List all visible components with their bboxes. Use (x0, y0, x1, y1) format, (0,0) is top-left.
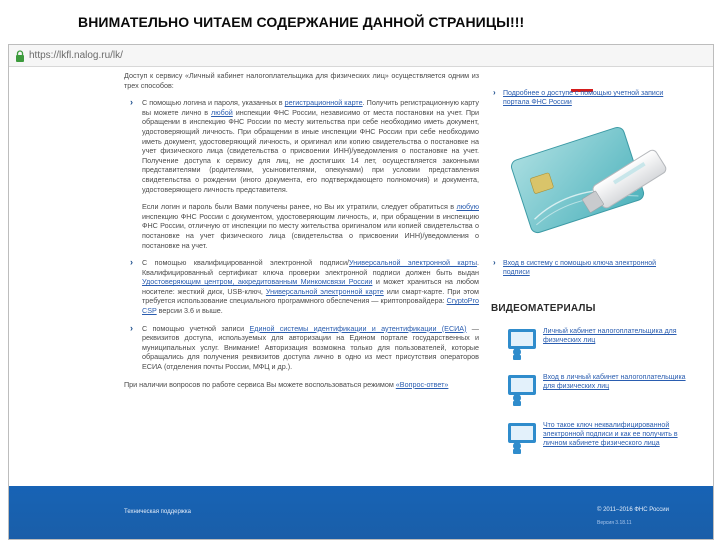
page-content (9, 67, 713, 486)
access-option-login: › С помощью логина и пароля, указанных в регистрационной карте. Получить регистрационную карту вы можете лично в любой инспекции ФНС России, независимо от места постановки на учет. При обращении в инспекцию ФНС России по месту жительства при себе необходимо иметь документ, удостоверяющий личность. При обращении в иные инспекции ФНС России при себе необходимо иметь документ, удостоверяющий личность, и оригинал или копию свидетельства о постановке на учет физического лица (свидетельства о присвоении ИНН)/уведомления о постановке на учет. Получение доступа к сервису для лиц, не достигших 14 лет, осуществляется законными представителями (родителями, усыновителями, опекунами) при условии представления свидетельства о рождении (иного документа, его подтверждающего полномочия) и документа, удостоверяющего личность представителя. (130, 97, 480, 194)
url-text[interactable]: https://lkfl.nalog.ru/lk/ (29, 50, 123, 61)
link-card-info[interactable]: › Подробнее о доступе с помощью учетной записи портала ФНС России (493, 88, 664, 106)
link-any-inspection[interactable]: любой (211, 107, 233, 117)
lost-password-note: Если логин и пароль были Вами получены ранее, но Вы их утратили, следует обратиться в любую инспекцию ФНС России с документом, удостоверяющим личность, и, при обращении в инспекцию ФНС России, отличную от инспекции по месту жительства оригиналом или копией свидетельства о постановке на учет физического лица (свидетельства о присвоении ИНН)/уведомления о постановке на учет. (142, 202, 479, 250)
lock-icon (15, 50, 25, 62)
chevron-right-icon: › (493, 88, 496, 97)
chevron-right-icon: › (130, 97, 133, 108)
slide-title: ВНИМАТЕЛЬНО ЧИТАЕМ СОДЕРЖАНИЕ ДАННОЙ СТРАНИЦЫ!!! (78, 14, 525, 30)
link-registration-card[interactable]: регистрационной карте (284, 98, 363, 108)
link-uek[interactable]: Универсальной электронной карты (349, 258, 477, 268)
video-item[interactable] (491, 325, 701, 369)
video-title[interactable]: Вход в личный кабинет налогоплательщика для физических лиц (543, 374, 686, 390)
video-thumbnail-icon (505, 371, 539, 407)
chevron-right-icon: › (130, 322, 133, 333)
questions-note: При наличии вопросов по работе сервиса Вы можете воспользоваться режимом «Вопрос-ответ» (124, 379, 449, 389)
video-item[interactable] (491, 371, 701, 415)
intro-text: Доступ к сервису «Личный кабинет налогоплательщика для физических лиц» осуществляется одним из трех способов: (124, 71, 479, 90)
video-thumbnail-icon (505, 419, 539, 455)
link-any-inspection-2[interactable]: любую (456, 202, 479, 212)
copyright: © 2011–2016 ФНС России (597, 507, 670, 513)
video-title[interactable]: Что такое ключ неквалифицированной электронной подписи и как ее получить в личном кабинете физического лица (543, 422, 678, 447)
link-signature-login[interactable]: › Вход в систему с помощью ключа электронной подписи (493, 258, 657, 276)
site-footer (9, 486, 713, 540)
version-text: Версия 3.18.11 (597, 520, 632, 526)
support-link[interactable]: Техническая поддержка (124, 509, 191, 515)
card-and-usb-key-image (511, 111, 681, 246)
link-faq[interactable]: «Вопрос-ответ» (395, 379, 449, 389)
browser-screenshot (8, 44, 714, 540)
link-certification-center[interactable]: Удостоверяющим центром, аккредитованным Минкомсвязи России (142, 277, 373, 287)
video-thumbnail-icon (505, 325, 539, 361)
link-uek-2[interactable]: Универсальной электронной карте (265, 286, 384, 296)
access-option-esia: › С помощью учетной записи Единой системы идентификации и аутентификации (ЕСИА) — реквизитов доступа, используемых для авторизации на Едином портале государственных и муниципальных услуг. Внимание! Авторизация возможна только для пользователей, которые обращались для получения реквизитов доступа лично в одно из мест присутствия операторов ЕСИА (отделения почты России, МФЦ и др.). (130, 322, 479, 372)
main-column (124, 71, 479, 397)
video-item[interactable] (491, 419, 701, 463)
address-bar[interactable] (9, 45, 713, 67)
video-title[interactable]: Личный кабинет налогоплательщика для физических лиц (543, 328, 677, 344)
videos-heading: ВИДЕОМАТЕРИАЛЫ (491, 303, 596, 314)
link-cryptopro[interactable]: CryptoPro CSP (142, 296, 479, 316)
link-esia[interactable]: Единой системы идентификации и аутентификации (ЕСИА) (249, 323, 467, 333)
chevron-right-icon: › (493, 258, 496, 267)
chevron-right-icon: › (130, 257, 133, 268)
access-option-signature: › С помощью квалифицированной электронной подписи/Универсальной электронной карты. Квалифицированный сертификат ключа проверки электронной подписи должен быть выдан Удостоверяющим центром, аккредитованным Минкомсвязи России и может храниться на любом носителе: жесткий диск, USB-ключ, Универсальной электронной карте или смарт-карте. При этом требуется использование специального программного обеспечения — криптопровайдера: CryptoPro CSP версии 3.6 и выше. (130, 257, 479, 316)
